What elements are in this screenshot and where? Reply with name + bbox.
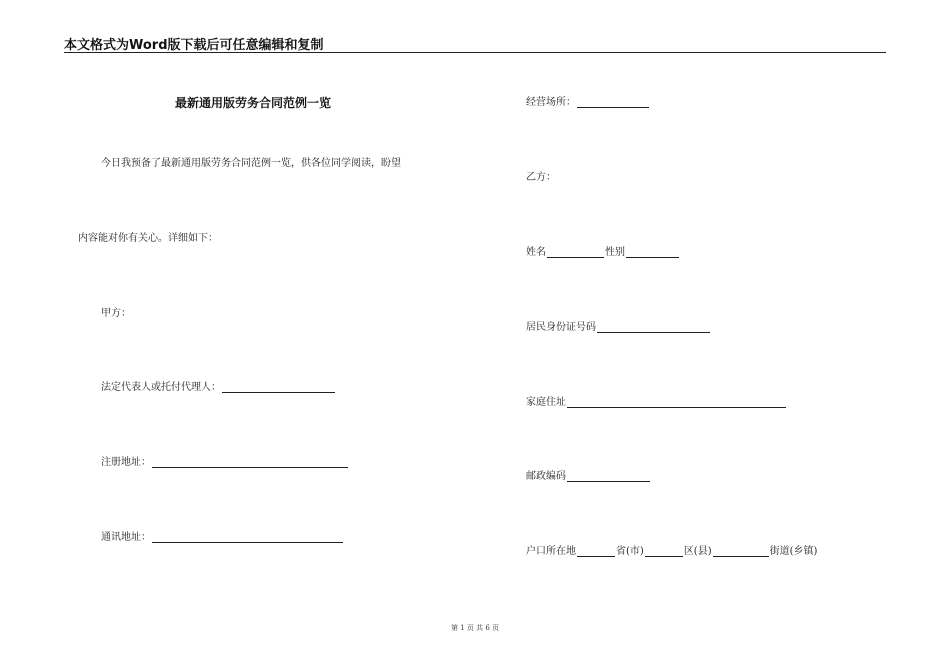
id-number-label: 居民身份证号码: [526, 322, 596, 333]
header-divider: [64, 52, 886, 53]
contact-address-label: 通讯地址：: [101, 532, 151, 543]
household-row: [526, 542, 817, 557]
postal-code-label: 邮政编码: [526, 471, 566, 482]
page-number: 第 1 页 共 6 页: [450, 624, 500, 632]
intro-text-2: 内容能对你有关心。详细如下：: [78, 233, 218, 244]
business-place-blank: [577, 96, 649, 108]
contact-address-row: [101, 528, 344, 543]
document-header: [64, 34, 886, 52]
id-number-blank: [597, 321, 710, 333]
gender-label: 性别: [605, 247, 625, 258]
id-number-row: [526, 318, 711, 333]
business-place-row: [526, 93, 650, 108]
district-blank: [645, 545, 683, 557]
postal-code-row: [526, 467, 651, 482]
district-label: 区(县): [683, 546, 712, 557]
reg-address-label: 注册地址：: [101, 457, 151, 468]
party-b-heading: [526, 168, 556, 183]
reg-address-blank: [152, 456, 348, 468]
party-b-label: 乙方：: [526, 172, 556, 183]
name-label: 姓名: [526, 247, 546, 258]
home-address-label: 家庭住址: [526, 397, 566, 408]
province-blank: [577, 545, 615, 557]
street-label: 街道(乡镇): [769, 546, 818, 557]
intro-line-2: [78, 229, 218, 244]
household-label: 户口所在地: [526, 546, 576, 557]
name-blank: [547, 246, 604, 258]
intro-line-1: [101, 154, 401, 169]
party-a-label: 甲方：: [101, 308, 131, 319]
home-address-blank: [567, 396, 786, 408]
name-gender-row: [526, 243, 680, 258]
reg-address-row: [101, 453, 349, 468]
postal-code-blank: [567, 470, 650, 482]
page-footer: [0, 623, 950, 633]
home-address-row: [526, 393, 787, 408]
street-blank: [713, 545, 769, 557]
legal-rep-row: [101, 378, 336, 393]
legal-rep-label: 法定代表人或托付代理人：: [101, 382, 221, 393]
document-title: 最新通用版劳务合同范例一览: [175, 96, 332, 110]
province-label: 省(市): [616, 546, 644, 557]
header-text: 本文格式为Word版下载后可任意编辑和复制: [64, 38, 324, 53]
party-a-heading: [101, 304, 131, 319]
gender-blank: [626, 246, 679, 258]
intro-text-1: 今日我预备了最新通用版劳务合同范例一览，供各位同学阅读，盼望: [101, 158, 401, 169]
contact-address-blank: [152, 531, 343, 543]
business-place-label: 经营场所：: [526, 97, 576, 108]
legal-rep-blank: [222, 381, 335, 393]
